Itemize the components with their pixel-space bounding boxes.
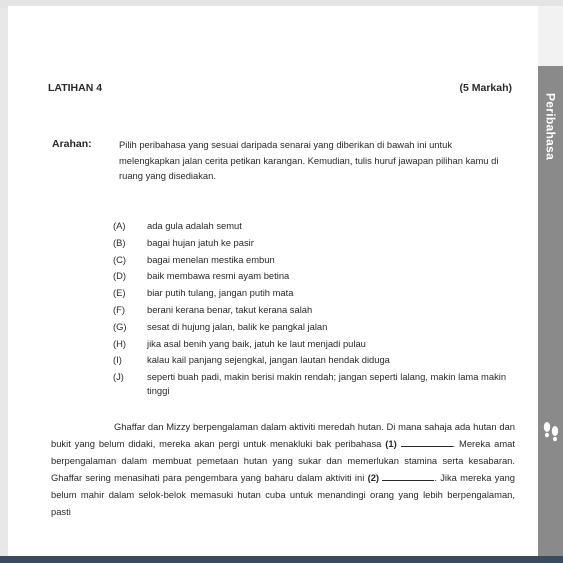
side-tab-label: Peribahasa bbox=[543, 93, 558, 161]
option-text: kalau kail panjang sejengkal, jangan lautan hendak diduga bbox=[147, 354, 390, 366]
option-text: jika asal benih yang baik, jatuh ke laut menjadi pulau bbox=[147, 337, 366, 349]
option-letter: (J) bbox=[113, 371, 124, 383]
option-text: biar putih tulang, jangan putih mata bbox=[147, 287, 294, 299]
footprints-icon bbox=[541, 418, 561, 446]
marks-label: (5 Markah) bbox=[459, 82, 512, 94]
option-letter: (C) bbox=[113, 253, 127, 265]
side-tab bbox=[538, 66, 563, 556]
option-text: bagai menelan mestika embun bbox=[147, 253, 275, 265]
option-item bbox=[113, 268, 513, 285]
option-text: berani kerana benar, takut kerana salah bbox=[147, 303, 313, 315]
side-tab-label-box bbox=[538, 72, 563, 182]
instruction-label: Arahan: bbox=[52, 138, 92, 150]
option-item bbox=[113, 252, 513, 269]
option-letter: (D) bbox=[113, 270, 127, 282]
exercise-title: LATIHAN 4 bbox=[48, 82, 103, 94]
option-letter: (F) bbox=[113, 303, 125, 315]
blank-1-answer-line[interactable] bbox=[401, 437, 453, 447]
instruction-text: Pilih peribahasa yang sesuai daripada senarai yang diberikan di bawah ini untuk melengkapkan jalan cerita petikan karangan. Kemudian, tulis huruf jawapan pilihan kamu di ruang yang disediakan. bbox=[119, 139, 499, 181]
option-letter: (H) bbox=[113, 337, 127, 349]
option-item bbox=[113, 285, 513, 302]
option-item bbox=[113, 336, 513, 353]
blank-2-answer-line[interactable] bbox=[382, 471, 434, 481]
options-list bbox=[113, 218, 513, 398]
passage-part-3: . Jika mereka yang belum mahir dalam selok-belok memasuki hutan cuba untuk menandingi orang yang lebih berpengalaman, pasti bbox=[51, 471, 516, 517]
option-text: seperti buah padi, makin berisi makin rendah; jangan seperti lalang, makin lama makin tinggi bbox=[147, 371, 507, 397]
option-item bbox=[113, 235, 513, 252]
option-text: sesat di hujung jalan, balik ke pangkal jalan bbox=[147, 320, 328, 332]
option-letter: (G) bbox=[113, 320, 127, 332]
passage-part-1: Ghaffar dan Mizzy berpengalaman dalam aktiviti meredah hutan. Di mana sahaja ada hutan dan bukit yang belum didaki, mereka akan pergi untuk menakluki bak peribahasa bbox=[51, 421, 515, 449]
option-item bbox=[113, 319, 513, 336]
passage-text bbox=[51, 419, 515, 520]
option-letter: (B) bbox=[113, 236, 126, 248]
option-text: bagai hujan jatuh ke pasir bbox=[147, 236, 254, 248]
option-text: baik membawa resmi ayam betina bbox=[147, 270, 290, 282]
option-text: ada gula adalah semut bbox=[147, 220, 242, 231]
option-item bbox=[113, 369, 513, 398]
option-letter: (E) bbox=[113, 287, 126, 299]
option-item bbox=[113, 302, 513, 319]
option-item bbox=[113, 218, 513, 235]
bottom-bar bbox=[0, 556, 563, 563]
passage-part-2: . Mereka amat berpengalaman dalam membuat pemetaan hutan yang sukar dan memerlukan stamina serta kesabaran. Ghaffar sering menasihati para pengembara yang baharu dalam aktiviti ini bbox=[51, 437, 515, 483]
blank-2-number: (2) bbox=[367, 471, 380, 483]
option-letter: (I) bbox=[113, 354, 122, 366]
option-item bbox=[113, 352, 513, 369]
document-page bbox=[8, 6, 538, 556]
blank-1-number: (1) bbox=[385, 437, 397, 449]
option-letter: (A) bbox=[113, 220, 126, 231]
